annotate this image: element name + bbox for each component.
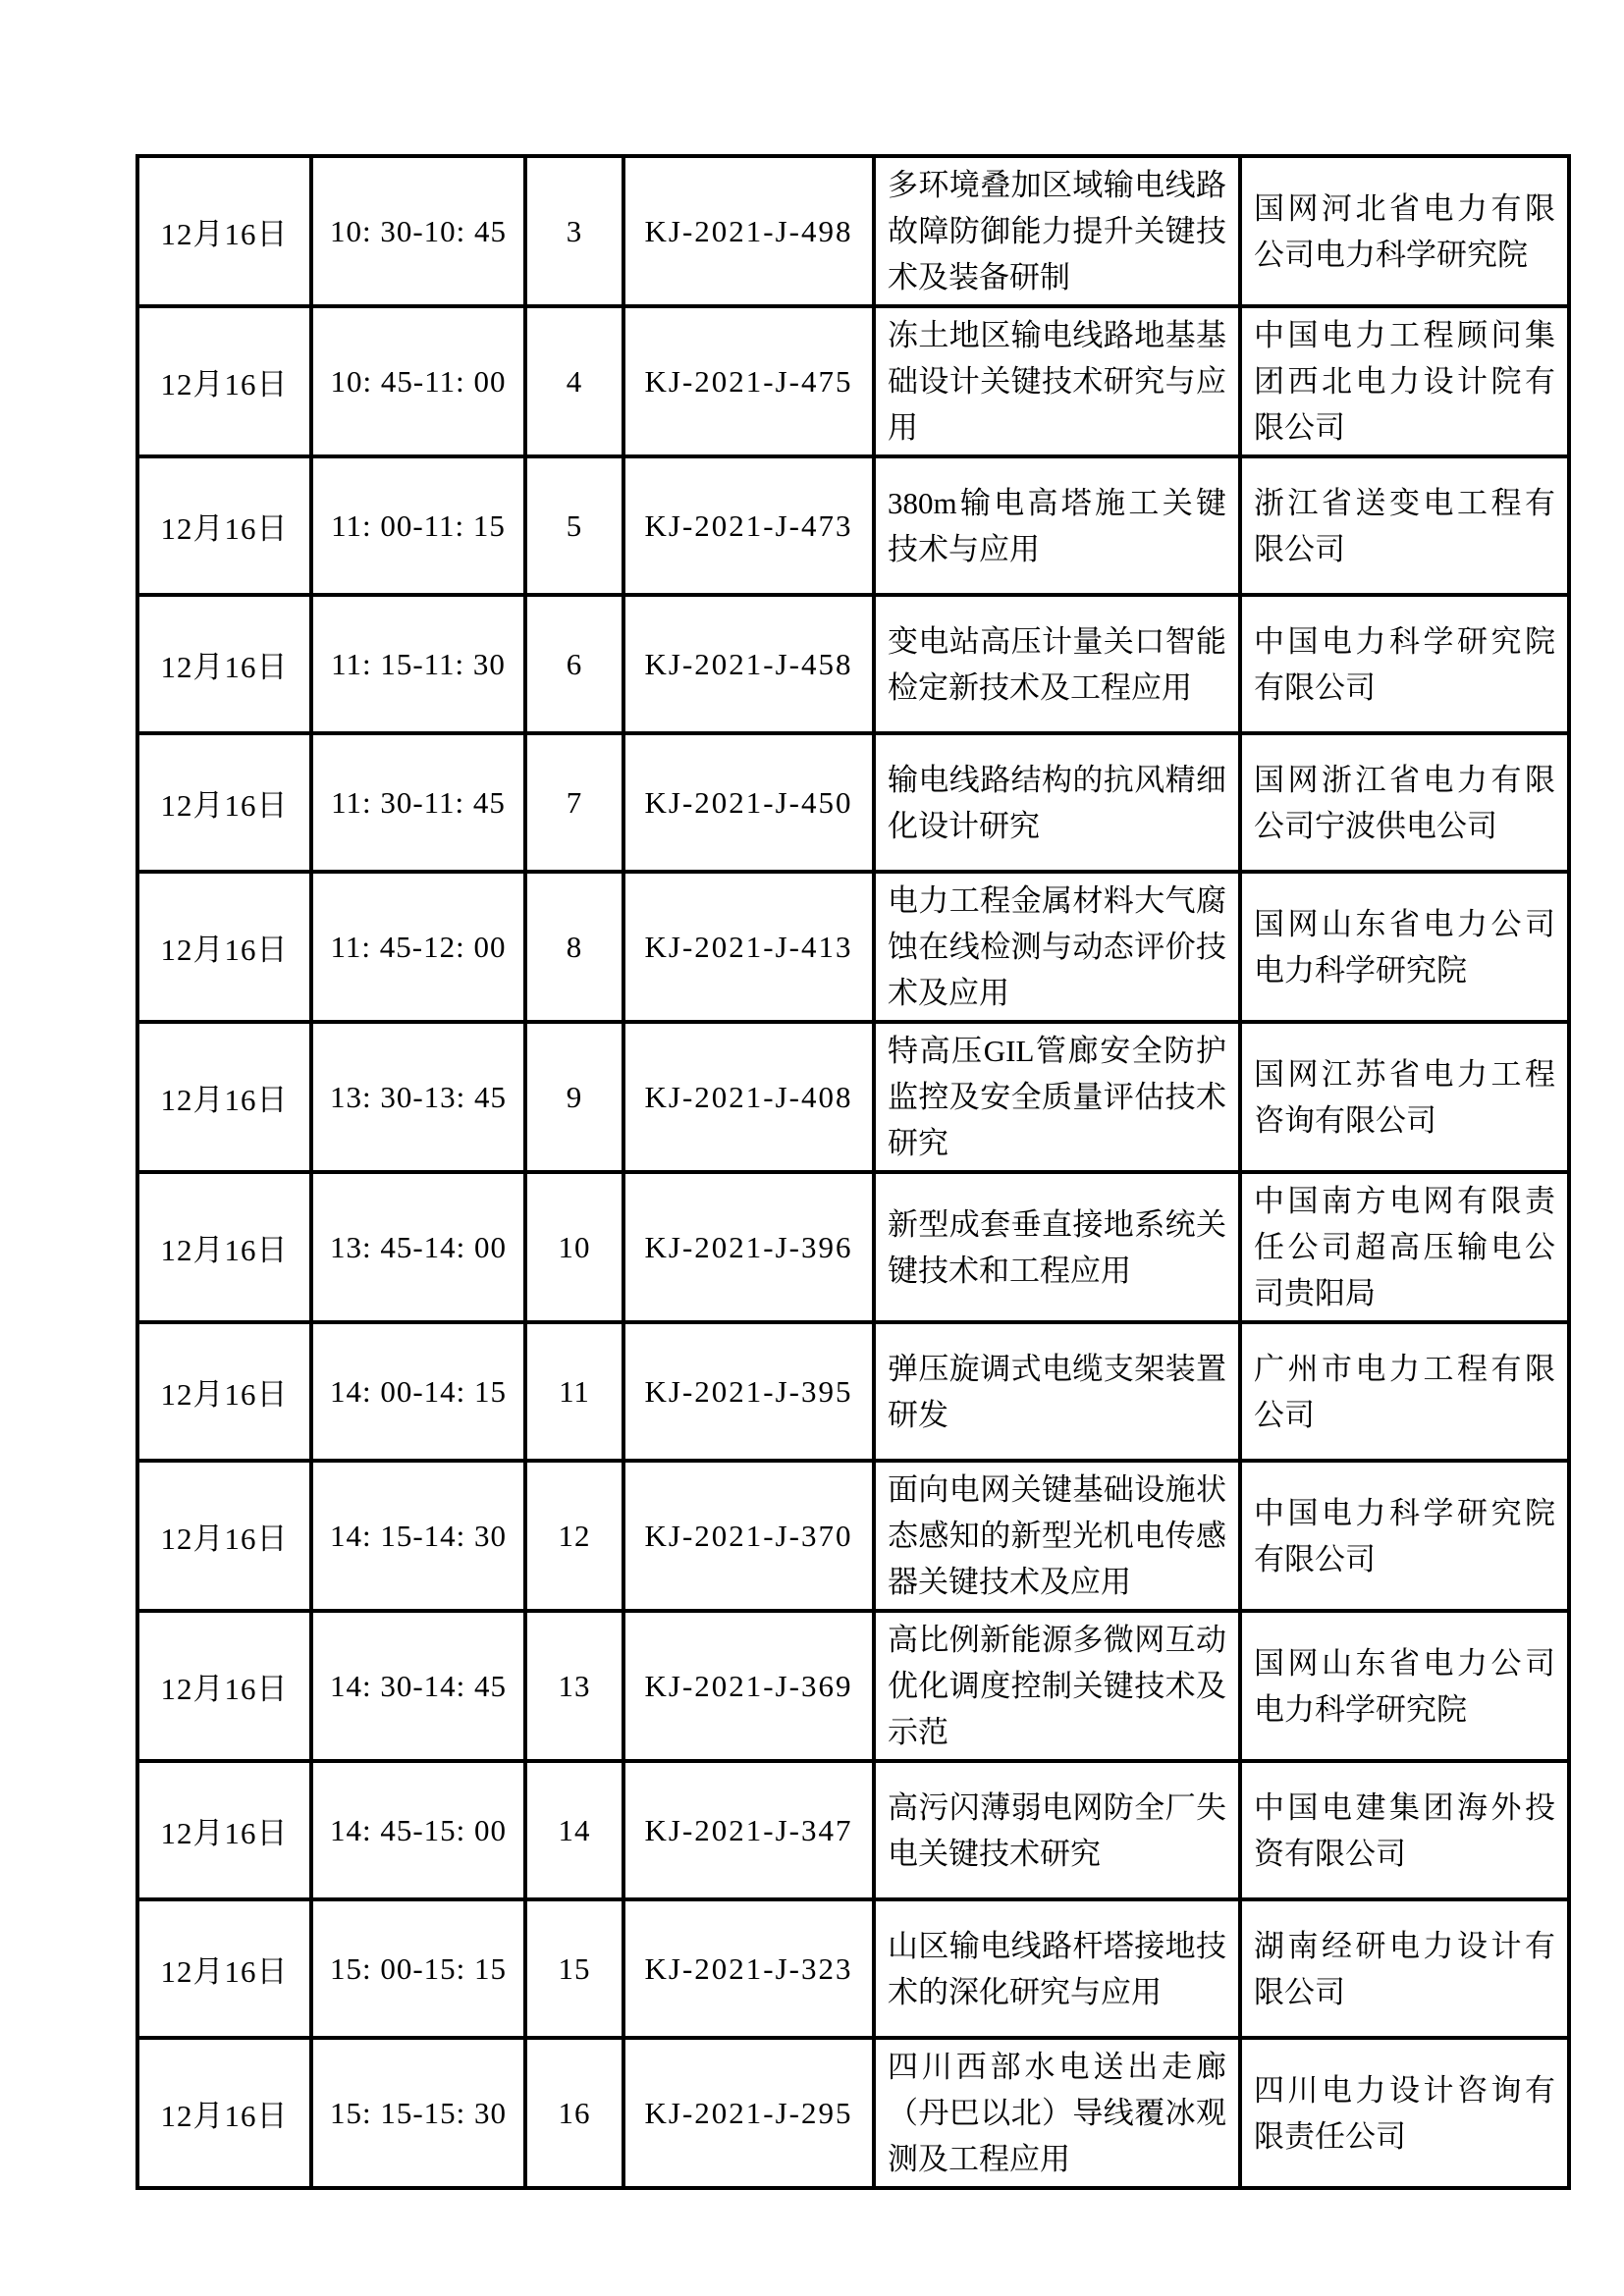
cell-date: 12月16日 [137, 306, 311, 456]
cell-time-slot: 11: 15-11: 30 [311, 595, 525, 733]
cell-order-number: 4 [525, 306, 623, 456]
cell-project-title: 面向电网关键基础设施状态感知的新型光机电传感器关键技术及应用 [874, 1461, 1240, 1611]
table-row [137, 733, 1569, 872]
cell-date: 12月16日 [137, 1461, 311, 1611]
cell-date: 12月16日 [137, 1322, 311, 1461]
cell-time-slot: 15: 00-15: 15 [311, 1899, 525, 2038]
cell-organization: 中国电力工程顾问集团西北电力设计院有限公司 [1240, 306, 1569, 456]
cell-time-slot: 10: 30-10: 45 [311, 156, 525, 306]
cell-organization: 国网浙江省电力有限公司宁波供电公司 [1240, 733, 1569, 872]
cell-project-code: KJ-2021-J-408 [623, 1022, 874, 1172]
cell-time-slot: 13: 45-14: 00 [311, 1172, 525, 1322]
cell-time-slot: 11: 30-11: 45 [311, 733, 525, 872]
cell-time-slot: 11: 00-11: 15 [311, 456, 525, 595]
cell-order-number: 7 [525, 733, 623, 872]
table-row [137, 1172, 1569, 1322]
cell-project-code: KJ-2021-J-295 [623, 2038, 874, 2188]
cell-project-code: KJ-2021-J-458 [623, 595, 874, 733]
cell-order-number: 12 [525, 1461, 623, 1611]
cell-organization: 国网山东省电力公司电力科学研究院 [1240, 872, 1569, 1022]
cell-project-title: 冻土地区输电线路地基基础设计关键技术研究与应用 [874, 306, 1240, 456]
cell-time-slot: 14: 15-14: 30 [311, 1461, 525, 1611]
cell-date: 12月16日 [137, 1022, 311, 1172]
cell-order-number: 11 [525, 1322, 623, 1461]
cell-time-slot: 15: 15-15: 30 [311, 2038, 525, 2188]
table-row [137, 872, 1569, 1022]
cell-date: 12月16日 [137, 733, 311, 872]
cell-project-title: 高污闪薄弱电网防全厂失电关键技术研究 [874, 1761, 1240, 1899]
cell-project-code: KJ-2021-J-323 [623, 1899, 874, 2038]
cell-project-title: 山区输电线路杆塔接地技术的深化研究与应用 [874, 1899, 1240, 2038]
cell-project-title: 多环境叠加区域输电线路故障防御能力提升关键技术及装备研制 [874, 156, 1240, 306]
cell-order-number: 10 [525, 1172, 623, 1322]
table-row [137, 156, 1569, 306]
cell-organization: 中国电力科学研究院有限公司 [1240, 1461, 1569, 1611]
cell-organization: 广州市电力工程有限公司 [1240, 1322, 1569, 1461]
cell-date: 12月16日 [137, 156, 311, 306]
cell-project-code: KJ-2021-J-347 [623, 1761, 874, 1899]
cell-project-code: KJ-2021-J-396 [623, 1172, 874, 1322]
cell-project-code: KJ-2021-J-498 [623, 156, 874, 306]
cell-organization: 国网山东省电力公司电力科学研究院 [1240, 1611, 1569, 1761]
cell-project-title: 弹压旋调式电缆支架装置研发 [874, 1322, 1240, 1461]
cell-project-title: 变电站高压计量关口智能检定新技术及工程应用 [874, 595, 1240, 733]
cell-order-number: 14 [525, 1761, 623, 1899]
cell-date: 12月16日 [137, 1611, 311, 1761]
cell-project-title: 电力工程金属材料大气腐蚀在线检测与动态评价技术及应用 [874, 872, 1240, 1022]
cell-project-code: KJ-2021-J-369 [623, 1611, 874, 1761]
cell-project-code: KJ-2021-J-370 [623, 1461, 874, 1611]
table-row [137, 595, 1569, 733]
cell-date: 12月16日 [137, 1899, 311, 2038]
cell-time-slot: 14: 00-14: 15 [311, 1322, 525, 1461]
cell-project-title: 高比例新能源多微网互动优化调度控制关键技术及示范 [874, 1611, 1240, 1761]
cell-organization: 中国电力科学研究院有限公司 [1240, 595, 1569, 733]
table-row [137, 1461, 1569, 1611]
cell-project-code: KJ-2021-J-395 [623, 1322, 874, 1461]
cell-order-number: 6 [525, 595, 623, 733]
cell-order-number: 9 [525, 1022, 623, 1172]
cell-time-slot: 13: 30-13: 45 [311, 1022, 525, 1172]
cell-project-code: KJ-2021-J-413 [623, 872, 874, 1022]
cell-organization: 中国电建集团海外投资有限公司 [1240, 1761, 1569, 1899]
cell-order-number: 13 [525, 1611, 623, 1761]
cell-project-title: 特高压GIL管廊安全防护监控及安全质量评估技术研究 [874, 1022, 1240, 1172]
cell-project-title: 四川西部水电送出走廊（丹巴以北）导线覆冰观测及工程应用 [874, 2038, 1240, 2188]
cell-time-slot: 14: 30-14: 45 [311, 1611, 525, 1761]
cell-date: 12月16日 [137, 1761, 311, 1899]
cell-order-number: 5 [525, 456, 623, 595]
cell-organization: 湖南经研电力设计有限公司 [1240, 1899, 1569, 2038]
table-row [137, 1761, 1569, 1899]
cell-order-number: 3 [525, 156, 623, 306]
cell-date: 12月16日 [137, 1172, 311, 1322]
table-row [137, 1022, 1569, 1172]
cell-date: 12月16日 [137, 456, 311, 595]
cell-date: 12月16日 [137, 595, 311, 733]
cell-project-code: KJ-2021-J-475 [623, 306, 874, 456]
cell-organization: 国网河北省电力有限公司电力科学研究院 [1240, 156, 1569, 306]
cell-organization: 国网江苏省电力工程咨询有限公司 [1240, 1022, 1569, 1172]
table-row [137, 306, 1569, 456]
cell-project-code: KJ-2021-J-473 [623, 456, 874, 595]
cell-order-number: 15 [525, 1899, 623, 2038]
cell-project-code: KJ-2021-J-450 [623, 733, 874, 872]
cell-organization: 浙江省送变电工程有限公司 [1240, 456, 1569, 595]
cell-time-slot: 11: 45-12: 00 [311, 872, 525, 1022]
cell-date: 12月16日 [137, 872, 311, 1022]
cell-order-number: 16 [525, 2038, 623, 2188]
cell-organization: 四川电力设计咨询有限责任公司 [1240, 2038, 1569, 2188]
cell-time-slot: 10: 45-11: 00 [311, 306, 525, 456]
cell-project-title: 新型成套垂直接地系统关键技术和工程应用 [874, 1172, 1240, 1322]
cell-time-slot: 14: 45-15: 00 [311, 1761, 525, 1899]
table-row [137, 1322, 1569, 1461]
cell-project-title: 输电线路结构的抗风精细化设计研究 [874, 733, 1240, 872]
table-row [137, 1899, 1569, 2038]
table-row [137, 1611, 1569, 1761]
table-row [137, 2038, 1569, 2188]
cell-order-number: 8 [525, 872, 623, 1022]
cell-organization: 中国南方电网有限责任公司超高压输电公司贵阳局 [1240, 1172, 1569, 1322]
table-row [137, 456, 1569, 595]
cell-project-title: 380m输电高塔施工关键技术与应用 [874, 456, 1240, 595]
schedule-table [135, 154, 1571, 2190]
cell-date: 12月16日 [137, 2038, 311, 2188]
